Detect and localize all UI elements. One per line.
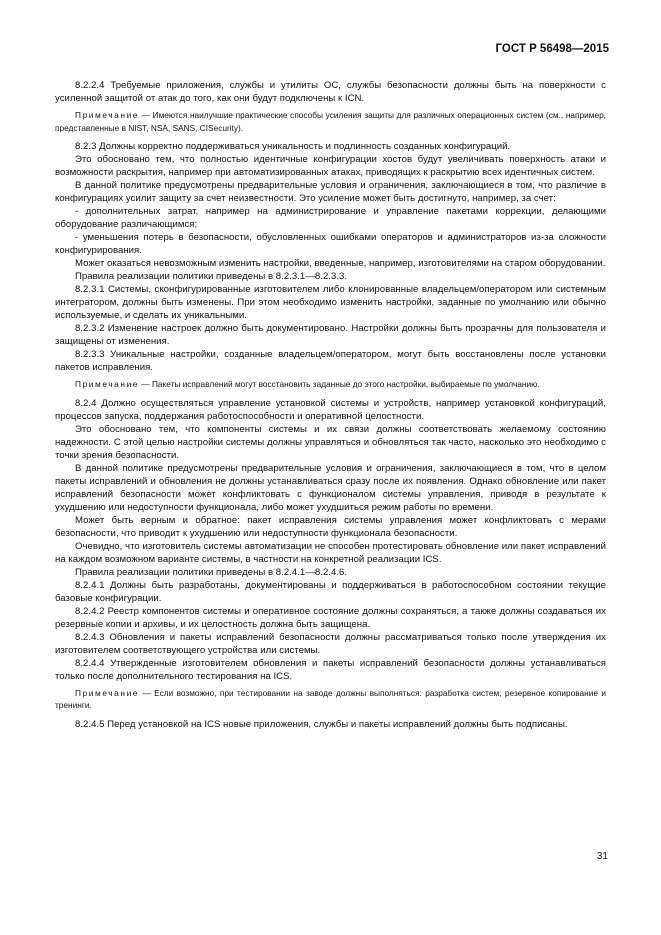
paragraph: Правила реализации политики приведены в 8.2.3.1—8.2.3.3. xyxy=(75,271,348,283)
page-number: 31 xyxy=(596,851,608,862)
note-text: — Имеются наилучшие практические способы усиления защиты для различных операционных систем (см., например, представленные в NIST, NSA, SANS, CISecurity). xyxy=(55,110,606,133)
note-label: Примечание xyxy=(75,110,140,120)
paragraph-8-2-4-3: 8.2.4.3 Обновления и пакеты исправлений безопасности должны рассматриваться только после утверждения их изготовителем соответствующего устройства или системы. xyxy=(55,631,606,656)
paragraph: Очевидно, что изготовитель системы автоматизации не способен протестировать обновление или пакет исправлений на каждом возможном варианте системы, в частности на конкретной реализации ICS. xyxy=(55,540,606,565)
paragraph: Это обосновано тем, что полностью идентичные конфигурации хостов будут увеличивать поверхность атаки и возможности раскрытия, например при автоматизированных атаках, приводящих к раскрытию всех идентичных систем. xyxy=(55,154,606,179)
note-label: Примечание xyxy=(75,379,140,390)
note-text: — Если возможно, при тестировании на заводе должны выполняться: разработка систем, резервное копирование и тренинги. xyxy=(55,687,606,711)
list-item: - дополнительных затрат, например на администрирование и управление пакетами коррекции, делающими оборудование различающимся; xyxy=(55,206,606,231)
document-body xyxy=(55,79,606,731)
paragraph-8-2-2-4: 8.2.2.4 Требуемые приложения, службы и утилиты ОС, службы безопасности должны быть на поверхности с усиленной защитой от атак до того, как они будут подключены к ICN. xyxy=(55,80,606,104)
paragraph-8-2-3-2: 8.2.3.2 Изменение настроек должно быть документировано. Настройки должны быть прозрачны для пользователя и защищены от изменения. xyxy=(55,323,606,348)
paragraph-8-2-4-5: 8.2.4.5 Перед установкой на ICS новые приложения, службы и пакеты исправлений должны быть подписаны. xyxy=(75,718,568,730)
paragraph-8-2-4-2: 8.2.4.2 Реестр компонентов системы и оперативное состояние должны сохраняться, а также должны создаваться их резервные копии и архивы, и их целостность должна быть защищена. xyxy=(55,605,606,630)
paragraph: Правила реализации политики приведены в 8.2.4.1—8.2.4.6. xyxy=(75,566,348,578)
paragraph-8-2-3-1: 8.2.3.1 Системы, сконфигурированные изготовителем либо клонированные владельцем/оператором или системным интегратором, должны быть изменены. При этом необходимо изменить настройки, заданные по умолчанию или обычно используемые, и сделать их уникальными. xyxy=(55,284,606,322)
list-item: - уменьшения потерь в безопасности, обусловленных ошибками операторов и администраторов из-за сложности конфигурирования. xyxy=(55,232,606,257)
paragraph: Может оказаться невозможным изменить настройки, введенные, например, изготовителями на старом оборудовании. xyxy=(75,258,606,270)
paragraph-8-2-4-1: 8.2.4.1 Должны быть разработаны, документированы и поддерживаться в работоспособном состоянии текущие базовые конфигурации. xyxy=(55,579,606,604)
paragraph: В данной политике предусмотрены предварительные условия и ограничения, заключающиеся в том, что в целом пакеты исправлений и обновления не должны устанавливаться сразу после их появления. Однако обновление или пакет исправлений безопасности может конфликтовать с функционалом системы управления, приводя в результате к ухудшению или недоступности функционала, либо может ухудшиться режим работы по времени. xyxy=(55,462,606,513)
note-text: — Пакеты исправлений могут восстановить заданные до этого настройки, выбираемые по умолчанию. xyxy=(139,379,540,390)
note xyxy=(55,109,606,134)
document-header: ГОСТ Р 56498—2015 xyxy=(495,43,609,55)
paragraph: В данной политике предусмотрены предварительные условия и ограничения, заключающиеся в том, что различие в конфигурациях усилит защиту за счет неизвестности. Это усиление может быть достигнуто, например, за счет: xyxy=(55,180,606,205)
paragraph: Может быть верным и обратное: пакет исправления системы управления может конфликтовать с мерами безопасности, что приводит к ухудшению или недоступности функционала безопасности. xyxy=(55,514,606,539)
note xyxy=(55,687,606,712)
note xyxy=(55,378,606,391)
note-label: Примечание xyxy=(75,687,140,698)
paragraph-8-2-4: 8.2.4 Должно осуществляться управление установкой системы и устройств, например установкой конфигураций, процессов запуска, поддержания работоспособности и оперативной целостности. xyxy=(55,397,606,422)
paragraph-8-2-4-4: 8.2.4.4 Утвержденные изготовителем обновления и пакеты исправлений безопасности должны устанавливаться только после дополнительного тестирования на ICS. xyxy=(55,657,606,682)
paragraph: Это обосновано тем, что компоненты системы и их связи должны соответствовать желаемому состоянию надежности. С этой целью настройки системы должны управляться и обновляться так часто, насколько это необходимо с точки зрения безопасности. xyxy=(55,423,606,461)
paragraph-8-2-3-3: 8.2.3.3 Уникальные настройки, созданные владельцем/оператором, могут быть восстановлены после установки пакетов исправления. xyxy=(55,349,606,374)
paragraph-8-2-3: 8.2.3 Должны корректно поддерживаться уникальность и подлинность созданных конфигураций. xyxy=(75,141,511,153)
